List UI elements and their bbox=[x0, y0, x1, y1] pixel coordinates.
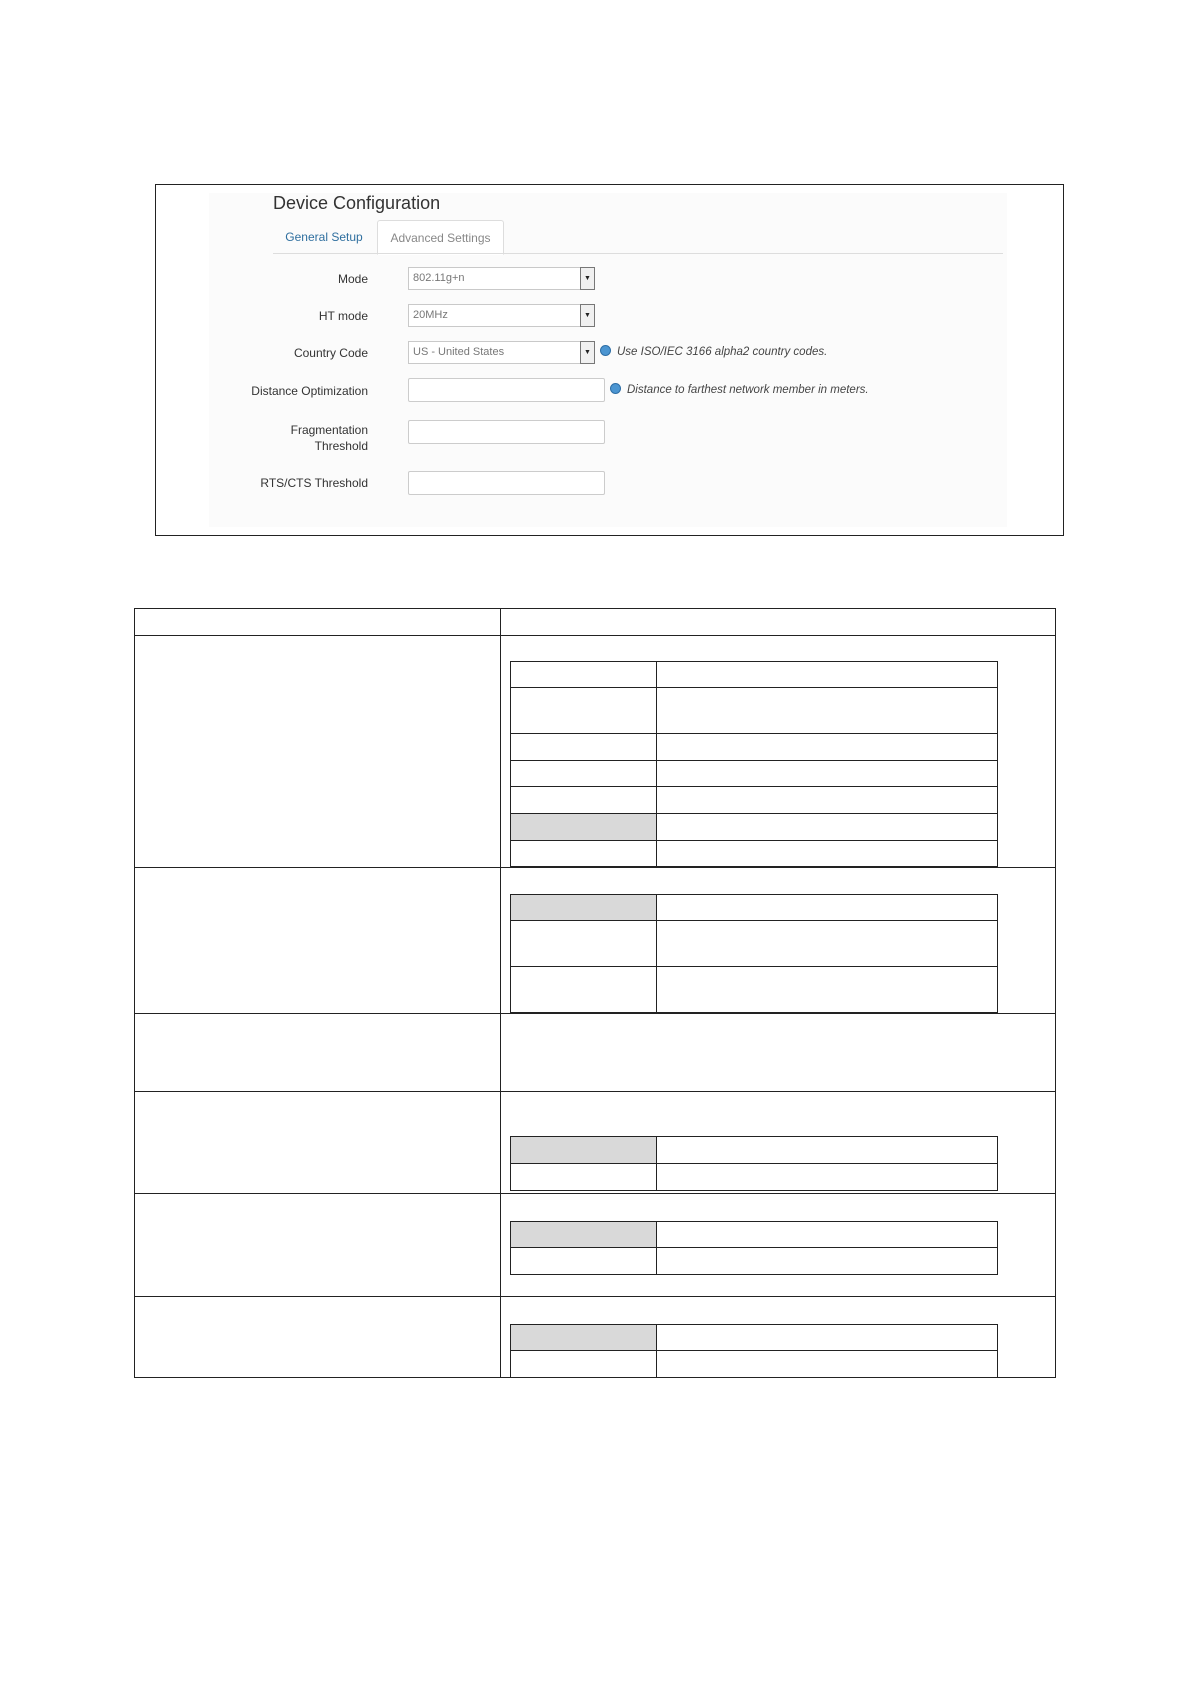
chevron-down-icon[interactable]: ▼ bbox=[580, 341, 595, 364]
subtable-border bbox=[510, 894, 511, 1013]
country-code-hint bbox=[600, 345, 827, 358]
subtable-rule bbox=[510, 1247, 998, 1248]
ht-mode-label: HT mode bbox=[318, 309, 368, 323]
table-border bbox=[1055, 608, 1056, 1378]
subtable-rule bbox=[510, 1324, 998, 1325]
info-icon bbox=[610, 383, 621, 394]
mode-label: Mode bbox=[337, 272, 368, 286]
subtable-column-divider bbox=[656, 1221, 657, 1275]
subtable-column-divider bbox=[656, 661, 657, 867]
subtable-rule bbox=[510, 760, 998, 761]
subtable-rule bbox=[510, 966, 998, 967]
subtable-rule bbox=[510, 733, 998, 734]
country-code-label: Country Code bbox=[293, 346, 368, 360]
subtable-border bbox=[997, 1324, 998, 1378]
fragmentation-threshold-label-line1: Fragmentation bbox=[290, 423, 368, 437]
subtable-rule bbox=[510, 866, 998, 867]
table-rule bbox=[134, 1193, 1056, 1194]
rts-cts-threshold-label: RTS/CTS Threshold bbox=[260, 476, 368, 490]
tab-general-setup[interactable]: General Setup bbox=[285, 230, 363, 244]
subtable-border bbox=[510, 1221, 511, 1275]
table-column-divider bbox=[500, 608, 501, 1378]
table-rule bbox=[134, 608, 1056, 609]
subtable-border bbox=[997, 661, 998, 867]
shaded-cell bbox=[510, 813, 656, 840]
subtable-border bbox=[510, 1324, 511, 1378]
country-code-hint-text: Use ISO/IEC 3166 alpha2 country codes. bbox=[617, 346, 828, 358]
ht-mode-select[interactable] bbox=[408, 304, 595, 327]
subtable-column-divider bbox=[656, 1136, 657, 1191]
rts-cts-threshold-input[interactable] bbox=[408, 471, 605, 495]
shaded-cell bbox=[510, 894, 656, 920]
page-title: Device Configuration bbox=[273, 193, 441, 213]
chevron-down-icon[interactable]: ▼ bbox=[580, 304, 595, 327]
table-rule bbox=[134, 1091, 1056, 1092]
table-rule bbox=[134, 1013, 1056, 1014]
subtable-rule bbox=[510, 661, 998, 662]
distance-optimization-hint bbox=[610, 383, 869, 396]
subtable-rule bbox=[510, 920, 998, 921]
subtable-rule bbox=[510, 813, 998, 814]
fragmentation-threshold-input[interactable] bbox=[408, 420, 605, 444]
chevron-down-icon[interactable]: ▼ bbox=[580, 267, 595, 290]
subtable-border bbox=[997, 894, 998, 1013]
device-config-screenshot bbox=[155, 184, 1064, 536]
subtable-border bbox=[510, 661, 511, 867]
subtable-rule bbox=[510, 1190, 998, 1191]
subtable-column-divider bbox=[656, 894, 657, 1013]
subtable-rule bbox=[510, 786, 998, 787]
distance-optimization-input[interactable] bbox=[408, 378, 605, 402]
table-rule bbox=[134, 635, 1056, 636]
subtable-rule bbox=[510, 687, 998, 688]
subtable-rule bbox=[510, 840, 998, 841]
info-icon bbox=[600, 345, 611, 356]
subtable-rule bbox=[510, 1221, 998, 1222]
fragmentation-threshold-label-line2: Threshold bbox=[314, 439, 368, 453]
ht-mode-select-value: 20MHz bbox=[413, 309, 448, 321]
subtable-rule bbox=[510, 1377, 998, 1378]
subtable-rule bbox=[510, 1012, 998, 1013]
mode-select[interactable] bbox=[408, 267, 595, 290]
table-rule bbox=[134, 1296, 1056, 1297]
tabs-divider bbox=[273, 253, 1003, 254]
shaded-cell bbox=[510, 1136, 656, 1163]
subtable-rule bbox=[510, 1163, 998, 1164]
subtable-rule bbox=[510, 894, 998, 895]
shaded-cell bbox=[510, 1221, 656, 1247]
country-code-select-value: US - United States bbox=[413, 346, 505, 358]
subtable-column-divider bbox=[656, 1324, 657, 1378]
mode-select-value: 802.11g+n bbox=[413, 272, 465, 284]
subtable-rule bbox=[510, 1274, 998, 1275]
distance-optimization-hint-text: Distance to farthest network member in meters. bbox=[627, 384, 869, 396]
distance-optimization-label: Distance Optimization bbox=[251, 384, 368, 398]
table-border bbox=[134, 608, 135, 1378]
shaded-cell bbox=[510, 1324, 656, 1350]
country-code-select[interactable] bbox=[408, 341, 595, 364]
subtable-border bbox=[997, 1136, 998, 1191]
subtable-rule bbox=[510, 1350, 998, 1351]
subtable-border bbox=[510, 1136, 511, 1191]
tab-advanced-settings[interactable]: Advanced Settings bbox=[377, 220, 504, 255]
subtable-border bbox=[997, 1221, 998, 1275]
subtable-rule bbox=[510, 1136, 998, 1137]
fragmentation-threshold-label bbox=[168, 422, 368, 454]
table-rule bbox=[134, 867, 1056, 868]
